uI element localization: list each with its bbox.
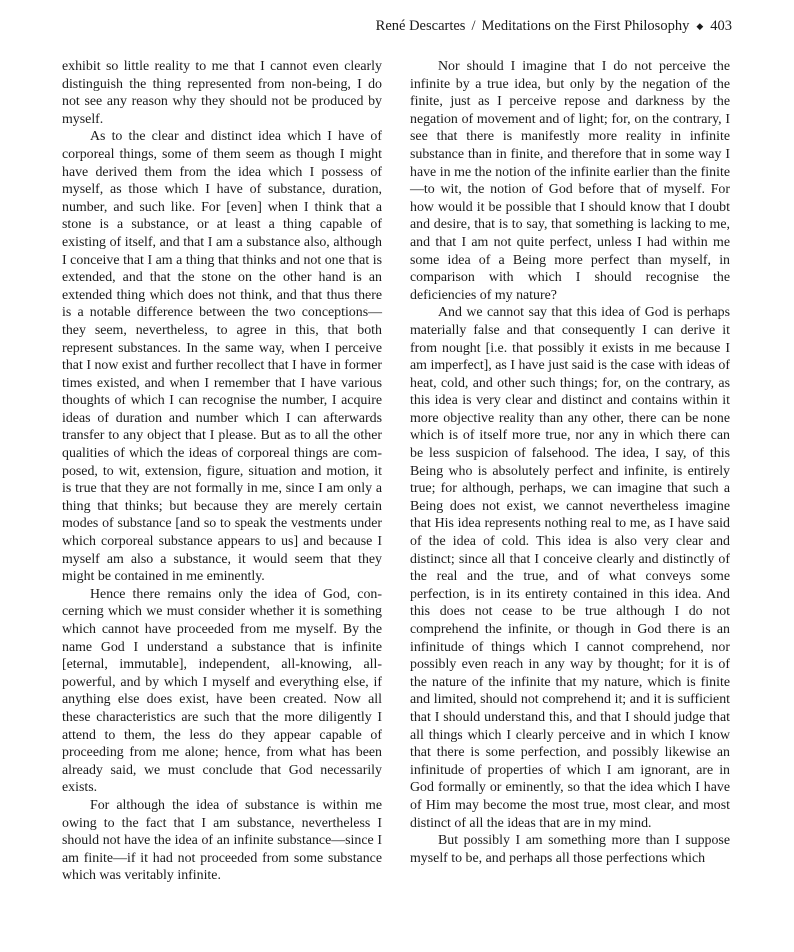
left-column [62,58,382,885]
paragraph: For although the idea of substance is within me owing to the fact that I am substance, nevertheless I should not have the idea of an infinite substance—since I am finite—if it had not proceeded from some substance which was veritably infinite. [62,797,382,884]
running-header [376,18,732,35]
page-number: 403 [710,18,732,34]
paragraph-continuation: exhibit so little reality to me that I cannot even clearly distinguish the thing represented from non-being, I do not see any reason why they should not be produced by myself. [62,59,382,127]
paragraph: And we cannot say that this idea of God is perhaps materially false and that consequently I can derive it from nought [i.e. that possibly it exists in me because I am imperfect], as I have just said is the case with ideas of heat, cold, and other such things; for, on the contrary, as this idea is very clear and distinct and contains within it more objective reality than any other, there can be none which is of itself more true, nor any in which there can be less suspicion of falsehood. The idea, I say, of this Being who is absolutely perfect and infinite, is entirely true; for although, perhaps, we can imagine that such a Being does not exist, we cannot nevertheless imagine that His idea represents nothing real to me, as I have said of the idea of cold. This idea is also very clear and distinct; since all that I conceive clearly and distinctly of the real and the true, and of what conveys some perfection, is in its entirety contained in this idea. And this does not cease to be true although I do not comprehend the infinite, or though in God there is an infinitude of things which I cannot comprehend, nor possibly even reach in any way by thought; for it is of the nature of the infinite that my nature, which is finite and limited, should not comprehend it; and it is sufficient that I should understand this, and that I should judge that all things which I clearly perceive and in which I know that there is some perfection, and possibly likewise an infinitude of properties of which I am ignorant, are in God formally or eminently, so that the idea which I have of Him may become the most true, most clear, and most distinct of all the ideas that are in my mind. [410,305,730,831]
header-separator: / [471,18,476,34]
paragraph: Hence there remains only the idea of God, concerning which we must consider whether it is something which cannot have proceeded from me myself. By the name God I understand a substance that is infinite [eternal, immutable], independent, all-knowing, all-powerful, and by which I myself and everything else, if anything else does exist, have been created. Now all these characteristics are such that the more diligently I attend to them, the less do they appear capable of proceeding from me alone; hence, from what has been already said, we must conclude that God necessarily exists. [62,586,382,796]
diamond-ornament-icon: ◆ [696,21,704,31]
right-column [410,58,730,867]
header-author: René Descartes [375,18,466,34]
paragraph: Nor should I imagine that I do not perceive the infinite by a true idea, but only by the negation of the finite, just as I perceive repose and darkness by the negation of movement and of light; for, on the contrary, I see that there is manifestly more reality in infinite substance than in finite, and therefore that in some way I have in me the notion of the infinite earlier than the finite—to wit, the notion of God before that of myself. For how would it be possible that I should know that I doubt and desire, that is to say, that something is lacking to me, and that I am not quite perfect, unless I had within me some idea of a Being more perfect than myself, in comparison with which I should recognise the deficiencies of my nature? [410,59,730,303]
paragraph: But possibly I am something more than I suppose myself to be, and perhaps all those perfections which [410,833,730,866]
header-title: Meditations on the First Philosophy [481,18,690,34]
paragraph: As to the clear and distinct idea which I have of corporeal things, some of them seem as though I might have derived them from the idea which I possess of myself, as those which I have of substance, duration, number, and such like. For [even] when I think that a stone is a substance, or at least a thing capable of existing of itself, and that I am a substance also, although I conceive that I am a thing that thinks and not one that is extended, and that the stone on the other hand is an extended thing which does not think, and that thus there is a notable difference between the two conceptions—they seem, nevertheless, to agree in this, that both represent substances. In the same way, when I perceive that I now exist and further recollect that I have in former times existed, and when I remember that I have various thoughts of which I can recognise the number, I acquire ideas of duration and number which I can afterwards transfer to any object that I please. But as to all the other qualities of which the ideas of corporeal things are composed, to wit, extension, figure, situation and motion, it is true that they are not formally in me, since I am only a thing that thinks; but because they are merely certain modes of substance [and so to speak the vestments under which corporeal substance appears to us] and because I myself am also a substance, it would seem that they might be contained in me eminently. [62,129,382,585]
